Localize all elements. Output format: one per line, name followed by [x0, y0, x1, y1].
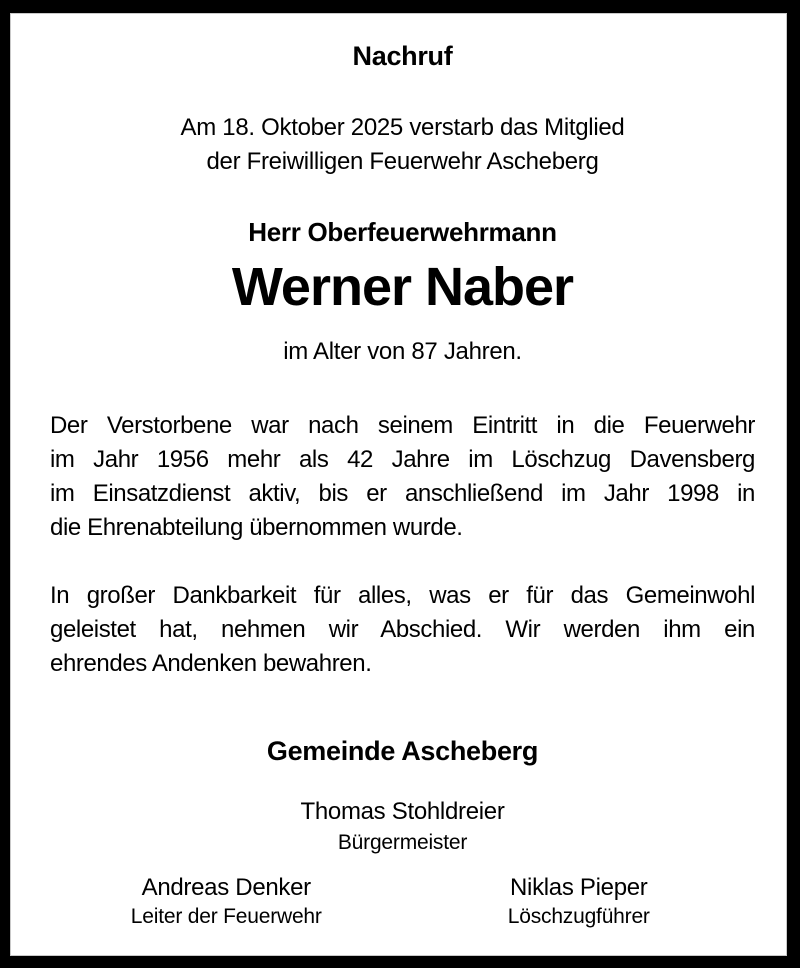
signature-right-column: [403, 873, 756, 931]
paragraph-line: die Ehrenabteilung übernommen wurde.: [50, 514, 463, 541]
intro-line-1: Am 18. Oktober 2025 verstarb das Mitglied: [180, 114, 625, 141]
paragraph-line: im Einsatzdienst aktiv, bis er anschließend im Jahr 1998 in: [50, 480, 755, 507]
signer-role-left: Leiter der Feuerwehr: [130, 905, 322, 928]
signature-organization: Gemeinde Ascheberg: [266, 736, 539, 766]
intro-line-2: der Freiwilligen Feuerwehr Ascheberg: [206, 148, 599, 175]
paragraph-line: ehrendes Andenken bewahren.: [50, 650, 372, 677]
notice-title: Nachruf: [352, 41, 453, 71]
signature-row: [50, 873, 755, 931]
signer-name-right: Niklas Pieper: [510, 874, 648, 901]
paragraph-line: Der Verstorbene war nach seinem Eintritt in die Feuerwehr: [50, 412, 755, 439]
body-paragraph-2: [50, 579, 755, 681]
signer-name-left: Andreas Denker: [141, 874, 311, 901]
mayor-name: Thomas Stohldreier: [300, 798, 505, 825]
deceased-age-line: im Alter von 87 Jahren.: [283, 338, 522, 365]
signature-left-column: [50, 873, 403, 931]
deceased-honorific: Herr Oberfeuerwehrmann: [248, 217, 557, 247]
paragraph-line: im Jahr 1956 mehr als 42 Jahre im Löschzug Davensberg: [50, 446, 755, 473]
body-paragraph-1: [50, 409, 755, 545]
intro-text: [50, 111, 755, 179]
paragraph-line: geleistet hat, nehmen wir Abschied. Wir werden ihm ein: [50, 616, 755, 643]
signer-role-right: Löschzugführer: [507, 905, 650, 928]
paragraph-line: In großer Dankbarkeit für alles, was er für das Gemeinwohl: [50, 582, 755, 609]
mayor-role: Bürgermeister: [337, 831, 468, 854]
deceased-name: Werner Naber: [231, 257, 574, 317]
